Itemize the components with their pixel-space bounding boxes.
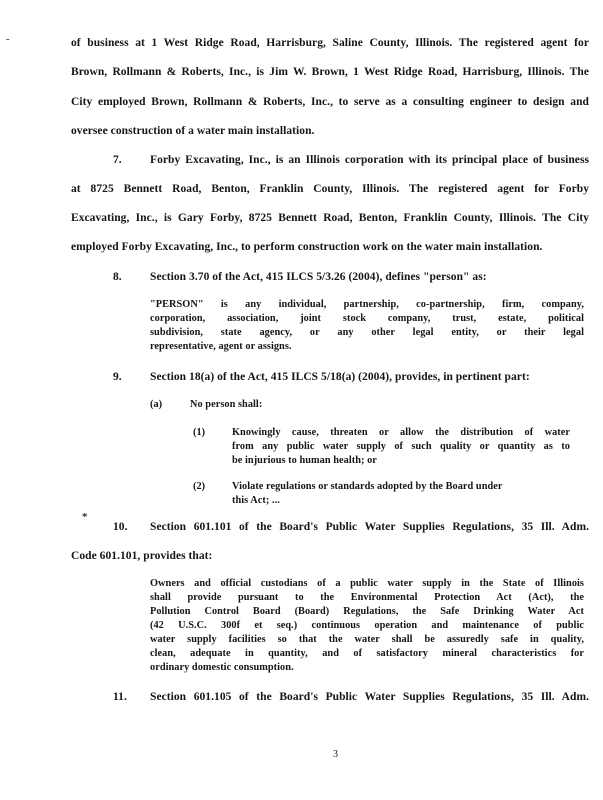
body-line: employed Forby Excavating, Inc., to perform construction work on the water main installation. <box>71 241 543 253</box>
block-quote-line: subdivision, state agency, or any other legal entity, or their legal <box>150 327 584 338</box>
body-line: Excavating, Inc., is Gary Forby, 8725 Bennett Road, Benton, Franklin County, Illinois. The City <box>71 212 589 224</box>
block-quote-line: representative, agent or assigns. <box>150 341 292 352</box>
block-quote-line: Pollution Control Board (Board) Regulations, the Safe Drinking Water Act <box>150 606 584 617</box>
page-number: 3 <box>333 749 339 760</box>
body-line: oversee construction of a water main installation. <box>71 125 315 137</box>
paragraph-number: 9. <box>113 371 122 383</box>
block-quote-line: from any public water supply of such quality or quantity as to <box>232 441 570 452</box>
block-quote-line: corporation, association, joint stock company, trust, estate, political <box>150 313 584 324</box>
body-line: of business at 1 West Ridge Road, Harrisburg, Saline County, Illinois. The registered agent for <box>71 37 589 49</box>
margin-mark: * <box>82 511 88 523</box>
block-quote-line: water supply facilities so that the water shall be assuredly safe in quality, <box>150 634 584 645</box>
body-line: Section 601.105 of the Board's Public Water Supplies Regulations, 35 Ill. Adm. <box>150 691 589 703</box>
body-line: Code 601.101, provides that: <box>71 550 213 562</box>
subsection-label: (a) <box>150 399 163 410</box>
block-quote-line: clean, adequate in quantity, and of satisfactory mineral characteristics for <box>150 648 584 659</box>
paragraph-number: 7. <box>113 154 122 166</box>
body-line: at 8725 Bennett Road, Benton, Franklin County, Illinois. The registered agent for Forby <box>71 183 589 195</box>
block-quote-line: be injurious to human health; or <box>232 455 377 466</box>
block-quote-line: ordinary domestic consumption. <box>150 662 294 673</box>
block-quote-line: shall provide pursuant to the Environmental Protection Act (Act), the <box>150 592 584 603</box>
item-label: (1) <box>193 427 206 438</box>
block-quote-line: "PERSON" is any individual, partnership, co-partnership, firm, company, <box>150 299 584 310</box>
body-line: Section 18(a) of the Act, 415 ILCS 5/18(a) (2004), provides, in pertinent part: <box>150 371 530 383</box>
body-line: Brown, Rollmann & Roberts, Inc., is Jim W. Brown, 1 West Ridge Road, Harrisburg, Illinois. The <box>71 66 589 78</box>
block-quote-line: Owners and official custodians of a public water supply in the State of Illinois <box>150 578 584 589</box>
block-quote-line: (42 U.S.C. 300f et seq.) continuous operation and maintenance of public <box>150 620 584 631</box>
block-quote-line: this Act; ... <box>232 495 280 506</box>
body-line: City employed Brown, Rollmann & Roberts, Inc., to serve as a consulting engineer to design and <box>71 96 589 108</box>
paragraph-number: 8. <box>113 271 122 283</box>
edge-mark: - <box>6 33 10 45</box>
paragraph-number: 11. <box>113 691 127 703</box>
body-line: Section 3.70 of the Act, 415 ILCS 5/3.26 (2004), defines "person" as: <box>150 271 487 283</box>
body-line: Forby Excavating, Inc., is an Illinois corporation with its principal place of business <box>150 154 589 166</box>
body-line: Section 601.101 of the Board's Public Water Supplies Regulations, 35 Ill. Adm. <box>150 521 589 533</box>
block-quote-line: Knowingly cause, threaten or allow the distribution of water <box>232 427 570 438</box>
block-quote-line: Violate regulations or standards adopted by the Board under <box>232 481 503 492</box>
subsection-text: No person shall: <box>190 399 263 410</box>
paragraph-number: 10. <box>113 521 128 533</box>
item-label: (2) <box>193 481 206 492</box>
